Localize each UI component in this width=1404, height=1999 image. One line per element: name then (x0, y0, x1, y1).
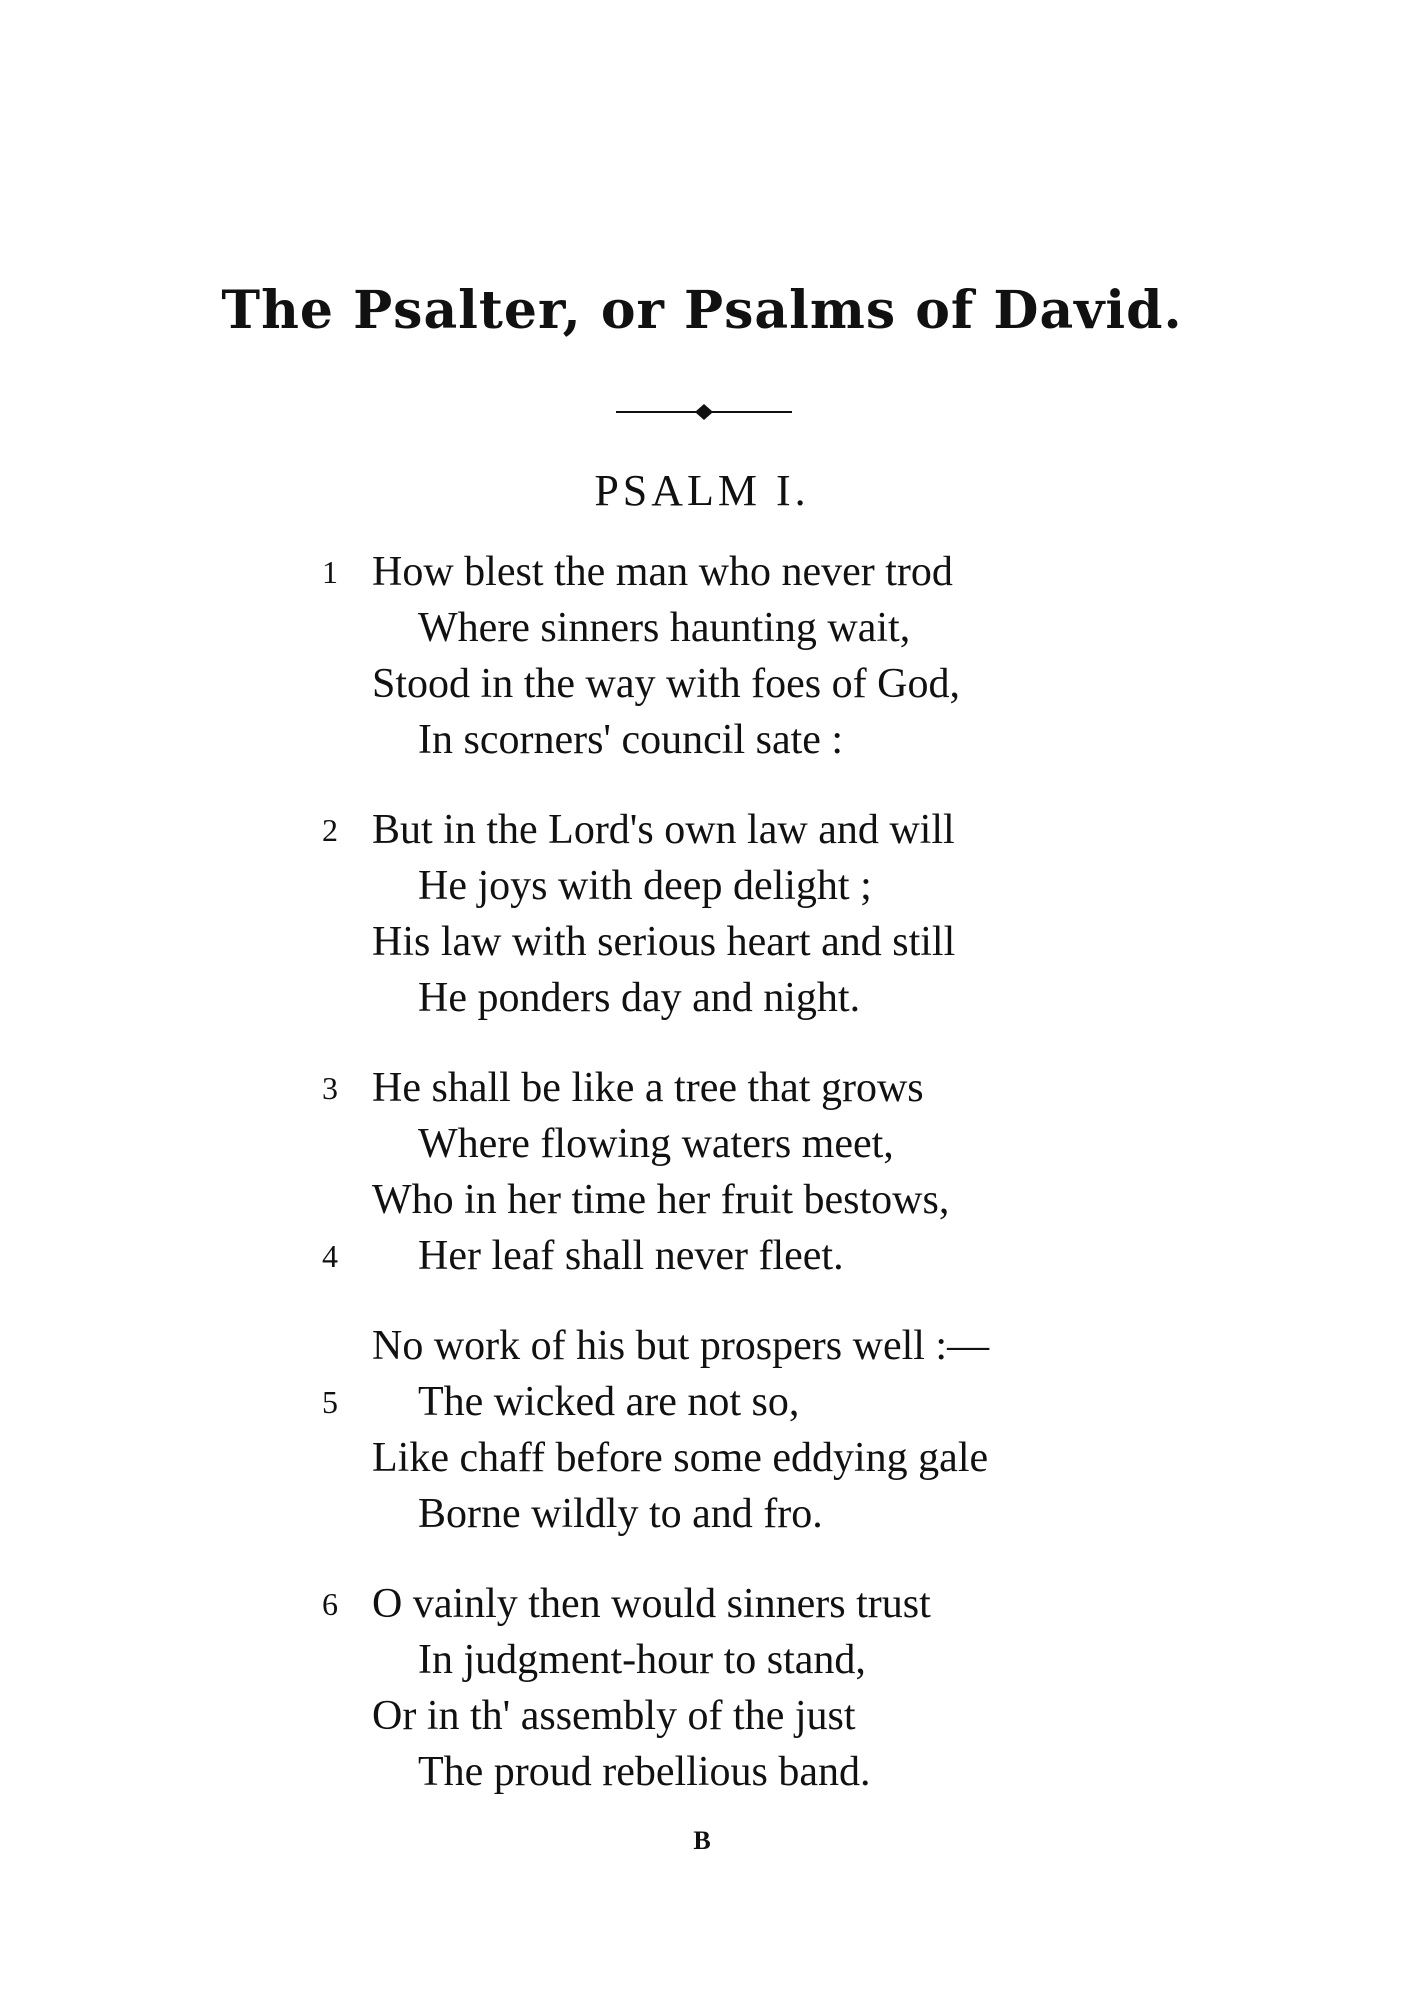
verse-text: But in the Lord's own law and will (372, 807, 955, 853)
verse-number: 2 (322, 812, 338, 848)
verse-text: In scorners' council sate : (418, 717, 844, 763)
stanza (0, 1580, 1404, 1804)
verse-number: 3 (322, 1070, 338, 1106)
verse-line (0, 1176, 1404, 1232)
verse-line (0, 1322, 1404, 1378)
stanza (0, 1064, 1404, 1288)
verse-number: 5 (322, 1384, 338, 1420)
stanza (0, 806, 1404, 1030)
verse-line (0, 974, 1404, 1030)
verse-line (0, 604, 1404, 660)
verse-text: The proud rebellious band. (418, 1749, 871, 1795)
verse-text: Or in th' assembly of the just (372, 1693, 856, 1739)
verse-text: No work of his but prospers well :— (372, 1323, 990, 1369)
verse-line (0, 1064, 1404, 1120)
verse-line (0, 1692, 1404, 1748)
verse-number: 4 (322, 1238, 338, 1274)
verse-number: 6 (322, 1586, 338, 1622)
verse-line (0, 660, 1404, 716)
verse-text: Where flowing waters meet, (418, 1121, 894, 1167)
verse-text: Her leaf shall never fleet. (418, 1233, 844, 1279)
verse-line (0, 1748, 1404, 1804)
verse-line (0, 1490, 1404, 1546)
verse-line (0, 548, 1404, 604)
verse-line (0, 1636, 1404, 1692)
verse-text: Stood in the way with foes of God, (372, 661, 960, 707)
verse-text: How blest the man who never trod (372, 549, 953, 595)
verse-text: He ponders day and night. (418, 975, 861, 1021)
verse-text: Who in her time her fruit bestows, (372, 1177, 950, 1223)
verse-text: Like chaff before some eddying gale (372, 1435, 989, 1481)
verse-line (0, 1378, 1404, 1434)
verse-text: Where sinners haunting wait, (418, 605, 911, 651)
verse-line (0, 806, 1404, 862)
page-title: The Psalter, or Psalms of David. (221, 280, 1183, 341)
verse-text: Borne wildly to and fro. (418, 1491, 823, 1537)
verse-line (0, 1580, 1404, 1636)
verse-text: His law with serious heart and still (372, 919, 956, 965)
stanza (0, 1322, 1404, 1546)
verse-number: 1 (322, 554, 338, 590)
signature-mark: B (693, 1826, 711, 1855)
verse-line (0, 862, 1404, 918)
verse-line (0, 918, 1404, 974)
stanza (0, 548, 1404, 772)
verse-line (0, 1232, 1404, 1288)
verse-text: He joys with deep delight ; (418, 863, 872, 909)
ornament-divider (616, 403, 792, 421)
verse-text: The wicked are not so, (418, 1379, 800, 1425)
verse-text: In judgment-hour to stand, (418, 1637, 866, 1683)
verse-line (0, 1434, 1404, 1490)
verse-text: He shall be like a tree that grows (372, 1065, 924, 1111)
verse-line (0, 1120, 1404, 1176)
verse-text: O vainly then would sinners trust (372, 1581, 931, 1627)
verse-line (0, 716, 1404, 772)
psalm-heading: PSALM I. (594, 466, 810, 515)
